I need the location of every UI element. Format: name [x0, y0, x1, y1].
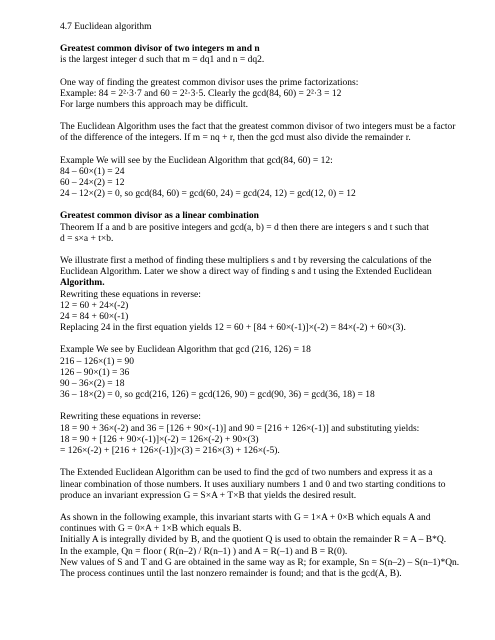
- rewrite2-line-2: 18 = 90 + [126 + 90×(-1)]×(-2) = 126×(-2) + 90×(3): [60, 434, 259, 445]
- rewrite2-heading: Rewriting these equations in reverse:: [60, 412, 201, 423]
- example2-heading: Example We see by Euclidean Algorithm that gcd (216, 126) = 18: [60, 345, 311, 356]
- extended-line-2: linear combination of those numbers. It uses auxiliary numbers 1 and 0 and two starting conditions to: [60, 479, 446, 490]
- example1-step-1: 84 – 60×(1) = 24: [60, 166, 125, 177]
- rewrite-heading: Rewriting these equations in reverse:: [60, 289, 201, 300]
- prime-fact-line-3: For large numbers this approach may be difficult.: [60, 100, 249, 111]
- invariant-line-4: In the example, Qn = floor ( R(n–2) / R(n–1) ) and A = R(–1) and B = R(0).: [60, 546, 348, 557]
- illustrate-line-2: Euclidean Algorithm. Later we show a direct way of finding s and t using the Extended Euclidean: [60, 267, 432, 278]
- example2-step-1: 216 – 126×(1) = 90: [60, 356, 135, 367]
- example2-step-4: 36 – 18×(2) = 0, so gcd(216, 126) = gcd(126, 90) = gcd(90, 36) = gcd(36, 18) = 18: [60, 390, 375, 401]
- rewrite-eq-2: 24 = 84 + 60×(-1): [60, 312, 129, 323]
- document-page: [60, 22, 480, 580]
- theorem-line-1: Theorem If a and b are positive integers and gcd(a, b) = d then there are integers s and t such that: [60, 222, 429, 233]
- example1-heading: Example We will see by the Euclidean Algorithm that gcd(84, 60) = 12:: [60, 155, 333, 166]
- euclid-intro-line-1: The Euclidean Algorithm uses the fact that the greatest common divisor of two integers must be a factor: [60, 122, 456, 133]
- extended-line-1: The Extended Euclidean Algorithm can be used to find the gcd of two numbers and express it as a: [60, 468, 433, 479]
- gcd-definition: is the largest integer d such that m = dq1 and n = dq2.: [60, 55, 265, 66]
- extended-line-3: produce an invariant expression G = S×A + T×B that yields the desired result.: [60, 490, 357, 501]
- illustrate-line-3: Algorithm.: [60, 278, 105, 289]
- prime-fact-line-2: Example: 84 = 2²·3·7 and 60 = 2²·3·5. Clearly the gcd(84, 60) = 2²·3 = 12: [60, 88, 342, 99]
- invariant-line-3: Initially A is integrally divided by B, and the quotient Q is used to obtain the remainder R = A – B*Q.: [60, 535, 447, 546]
- invariant-line-2: continues with G = 0×A + 1×B which equals B.: [60, 524, 242, 535]
- invariant-line-6: The process continues until the last nonzero remainder is found; and that is the gcd(A, B).: [60, 568, 402, 579]
- invariant-line-5: New values of S and T and G are obtained in the same way as R; for example, Sn = S(n–2) – S(n–1)*Qn.: [60, 557, 460, 568]
- invariant-line-1: As shown in the following example, this invariant starts with G = 1×A + 0×B which equals A and: [60, 512, 431, 523]
- illustrate-line-1: We illustrate first a method of finding these multipliers s and t by reversing the calculations of the: [60, 256, 432, 267]
- example1-step-3: 24 – 12×(2) = 0, so gcd(84, 60) = gcd(60, 24) = gcd(24, 12) = gcd(12, 0) = 12: [60, 189, 356, 200]
- prime-fact-line-1: One way of finding the greatest common divisor uses the prime factorizations:: [60, 77, 359, 88]
- gcd-heading: Greatest common divisor of two integers m and n: [60, 44, 260, 55]
- rewrite2-line-3: = 126×(-2) + [216 + 126×(-1)]×(3) = 216×(3) + 126×(-5).: [60, 446, 280, 457]
- euclid-intro-line-2: of the difference of the integers. If m = nq + r, then the gcd must also divide the remainder r.: [60, 133, 411, 144]
- theorem-line-2: d = s×a + t×b.: [60, 233, 114, 244]
- rewrite-eq-1: 12 = 60 + 24×(-2): [60, 300, 129, 311]
- rewrite2-line-1: 18 = 90 + 36×(-2) and 36 = [126 + 90×(-1)] and 90 = [216 + 126×(-1)] and substituting yields:: [60, 423, 420, 434]
- example2-step-3: 90 – 36×(2) = 18: [60, 379, 125, 390]
- linear-combo-heading: Greatest common divisor as a linear combination: [60, 211, 259, 222]
- example1-step-2: 60 – 24×(2) = 12: [60, 178, 125, 189]
- section-title: 4.7 Euclidean algorithm: [60, 22, 152, 32]
- rewrite-replacing: Replacing 24 in the first equation yields 12 = 60 + [84 + 60×(-1)]×(-2) = 84×(-2) + 60×(3).: [60, 323, 406, 334]
- example2-step-2: 126 – 90×(1) = 36: [60, 367, 130, 378]
